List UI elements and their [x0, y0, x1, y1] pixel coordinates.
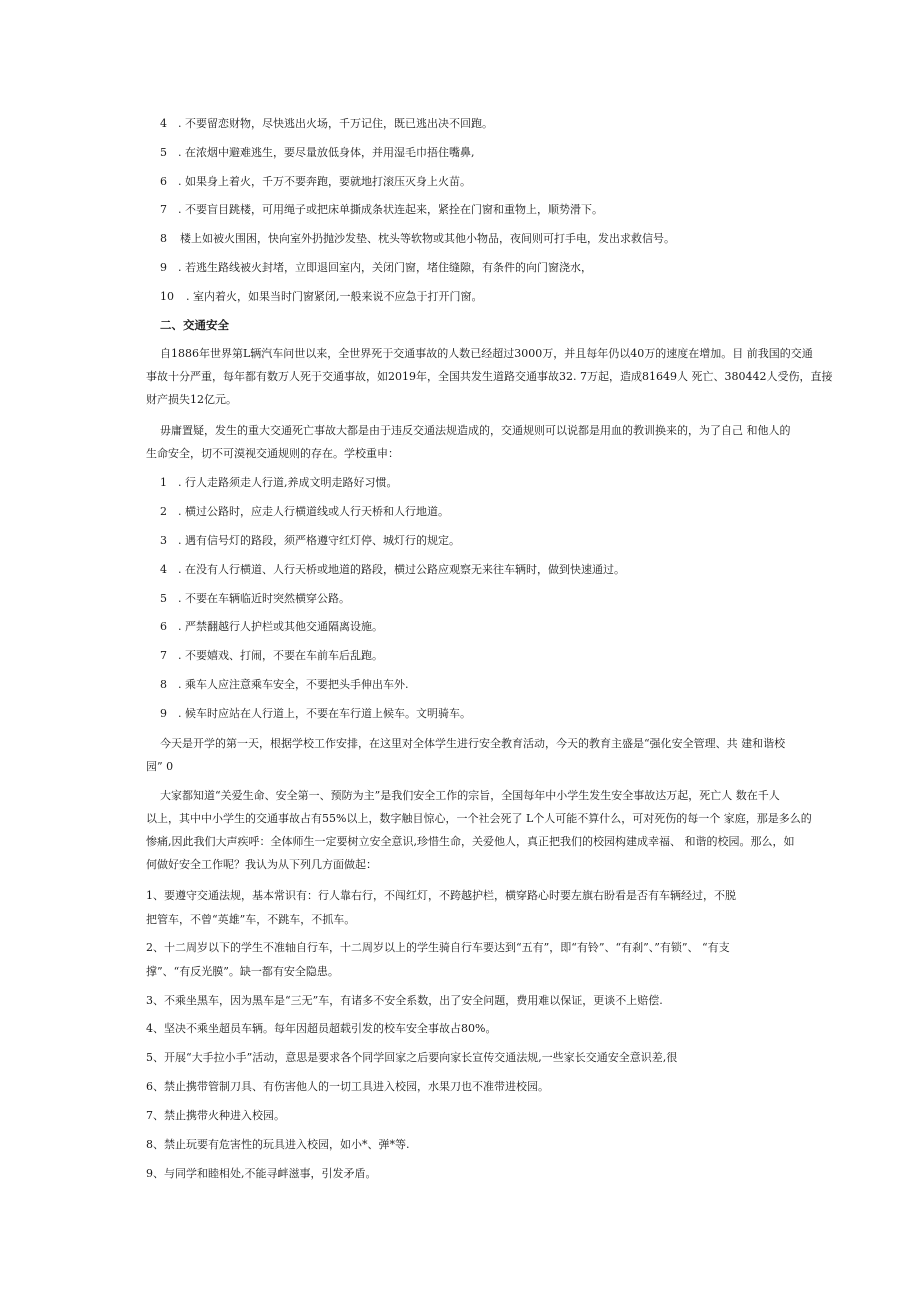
traffic-item-9-text: . 候车时应站在人行道上，不要在车行道上候车。文明骑车。	[178, 707, 471, 720]
rule-1-line-2: 把管车，不曾“英雄”车，不跳车，不抓车。	[146, 913, 356, 926]
traffic-intro-line-2: 事故十分严重，每年都有数万人死于交通事故，如2019年，全国共发生道路交通事故32. 7万起，造成81649人 死亡、380442人受伤，直接	[146, 370, 833, 383]
traffic-item-6-text: . 严禁翻越行人护栏或其他交通隔离设施。	[178, 620, 383, 633]
traffic-item-3-text: . 遇有信号灯的路段，须严格遵守红灯停、城灯行的规定。	[178, 534, 460, 547]
rule-1-line-1: 1、要遵守交通法规，基本常识有：行人靠右行，不闯红灯，不跨越护栏，横穿路心时要左旗右盼看是否有车辆经过，不脱	[146, 889, 736, 902]
traffic-para2-line-2: 生命安全，切不可漠视交通规则的存在。学校重申：	[146, 447, 399, 460]
traffic-intro-line-1: 自1886年世界第L辆汽车问世以来，全世界死于交通事故的人数已经超过3000万，并且每年仍以40万的速度在增加。目 前我国的交通	[160, 347, 813, 360]
fire-item-5-number: 5	[160, 146, 167, 159]
rule-8-text: 8、禁止玩要有危害性的玩具进入校园，如小*、弹*等.	[146, 1138, 410, 1151]
rule-2-line-2: 撑”、“有反光膜”。缺一都有安全隐患。	[146, 965, 339, 978]
fire-item-5-text: . 在浓烟中避难逃生，要尽量放低身体，并用湿毛巾捂住嘴鼻,	[178, 146, 475, 159]
traffic-item-6-number: 6	[160, 620, 167, 633]
school-para1-line-1: 今天是开学的第一天，根据学校工作安排，在这里对全体学生进行安全教育活动，今天的教育主盛是“强化安全管理、共 建和谐校	[160, 737, 786, 750]
rule-6-text: 6、禁止携带管制刀具、有伤害他人的一切工具进入校园，水果刀也不准带进校园。	[146, 1080, 549, 1093]
section-heading-traffic: 二、交通安全	[160, 318, 229, 332]
fire-item-9-text: . 若逃生路线被火封堵，立即退回室内，关闭门窗，堵住缝隙，有条件的向门窗浇水，	[178, 261, 592, 274]
rule-4-text: 4、坚决不乘坐超员车辆。每年因超员超载引发的校车安全事故占80%。	[146, 1022, 497, 1035]
traffic-para2-line-1: 毋庸置疑，发生的重大交通死亡事故大都是由于违反交通法规造成的，交通规则可以说都是用血的教训换来的，为了自己 和他人的	[160, 424, 791, 437]
school-para2-line-2: 以上，其中中小学生的交通事故占有55%以上，数字触目惊心，一个社会死了 L个人可能不算什么，可对死伤的每一个 家庭，那是多么的	[146, 812, 812, 825]
fire-item-7-text: . 不要盲目跳楼，可用绳子或把床单撕成条状连起来，紧拴在门窗和重物上，顺势滑下。	[178, 203, 603, 216]
fire-item-8-text: 楼上如被火围困，快向室外扔抛沙发垫、枕头等软物或其他小物品，夜间则可打手电，发出求救信号。	[180, 232, 675, 245]
school-para2-line-3: 惨痛,因此我们大声疾呼：全体师生一定要树立安全意识,珍惜生命，关爱他人，真正把我们的校园构建成幸福、 和谐的校园。那么，如	[146, 835, 795, 848]
traffic-item-4-number: 4	[160, 563, 167, 576]
rule-7-text: 7、禁止携带火种进入校园。	[146, 1109, 285, 1122]
fire-item-9-number: 9	[160, 261, 167, 274]
traffic-item-7-text: . 不要嬉戏、打闹，不要在车前车后乱跑。	[178, 649, 383, 662]
traffic-item-1-number: 1	[160, 476, 167, 489]
fire-item-4-text: . 不要留恋财物，尽快逃出火场，千万记住，既已逃出决不回跑。	[178, 117, 493, 130]
traffic-item-4-text: . 在没有人行横道、人行天桥或地道的路段，横过公路应观察无来往车辆时，做到快速通过。	[178, 563, 625, 576]
traffic-item-5-number: 5	[160, 592, 167, 605]
traffic-intro-line-3: 财产损失12亿元。	[146, 393, 237, 406]
traffic-item-1-text: . 行人走路须走人行道,养成文明走路好习惯。	[178, 476, 398, 489]
rule-5-text: 5、开展“大手拉小手”活动，意思是要求各个同学回家之后要向家长宣传交通法规,一些家长交通安全意识差,很	[146, 1051, 678, 1064]
rule-9-text: 9、与同学和睦相处,不能寻衅滋事，引发矛盾。	[146, 1167, 377, 1180]
school-para1-line-2: 园” 0	[146, 760, 174, 773]
rule-3-text: 3、不乘坐黑车，因为黑车是“三无”车，有诸多不安全系数，出了安全问题，费用难以保证，更谈不上赔偿.	[146, 994, 663, 1007]
rule-2-line-1: 2、十二周岁以下的学生不准轴自行车，十二周岁以上的学生骑自行车要达到“五有”，即“有铃”、“有刹”、”有锁”、 “有支	[146, 941, 730, 954]
fire-item-7-number: 7	[160, 203, 167, 216]
fire-item-4-number: 4	[160, 117, 167, 130]
traffic-item-3-number: 3	[160, 534, 167, 547]
fire-item-6-text: . 如果身上着火，千万不要奔跑，要就地打滚压灭身上火苗。	[178, 175, 471, 188]
traffic-item-2-text: . 横过公路时，应走人行横道线或人行天桥和人行地道。	[178, 505, 449, 518]
fire-item-8-number: 8	[160, 232, 167, 245]
traffic-item-9-number: 9	[160, 707, 167, 720]
traffic-item-5-text: . 不要在车辆临近时突然横穿公路。	[178, 592, 350, 605]
school-para2-line-1: 大家都知道“关爱生命、安全第一、预防为主”是我们安全工作的宗旨，全国每年中小学生发生安全事故达万起，死亡人 数在千人	[160, 789, 780, 802]
traffic-item-7-number: 7	[160, 649, 167, 662]
fire-item-10-text: . 室内着火，如果当时门窗紧闭,一般来说不应急于打开门窗。	[186, 290, 483, 303]
traffic-item-8-text: . 乘车人应注意乘车安全，不要把头手伸出车外.	[178, 678, 409, 691]
traffic-item-8-number: 8	[160, 678, 167, 691]
fire-item-10-number: 10	[160, 290, 174, 303]
traffic-item-2-number: 2	[160, 505, 167, 518]
fire-item-6-number: 6	[160, 175, 167, 188]
school-para2-line-4: 何做好安全工作呢？我认为从下列几方面做起：	[146, 858, 377, 871]
